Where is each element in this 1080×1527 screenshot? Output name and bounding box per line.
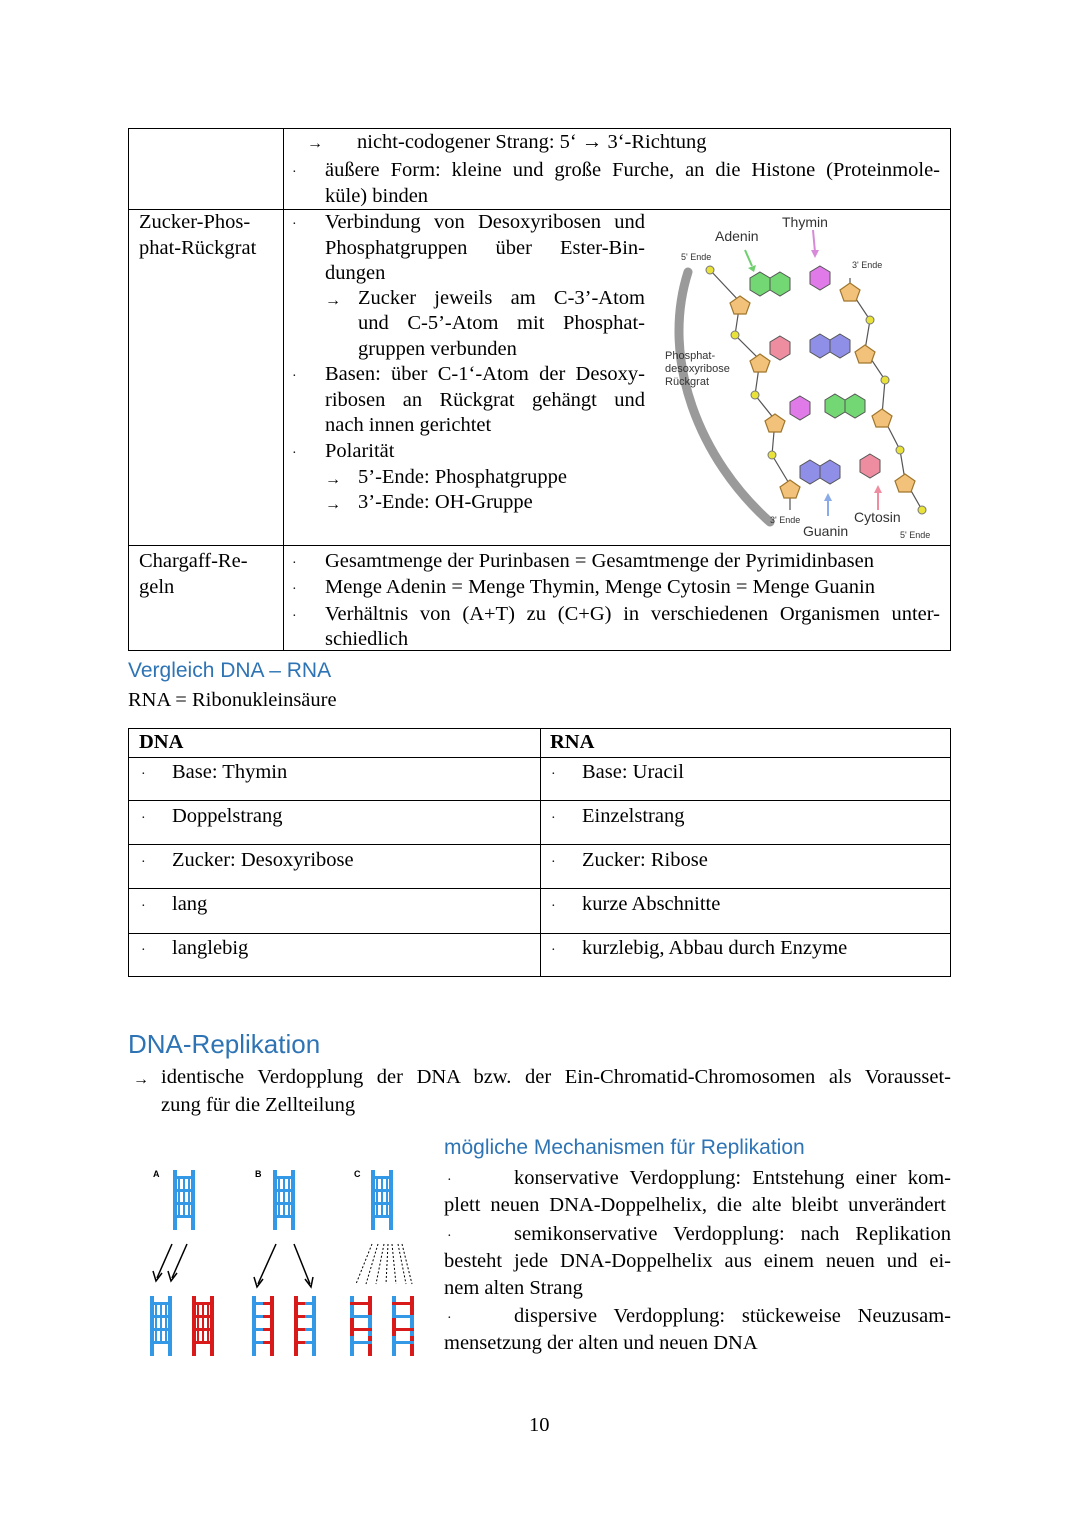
column-divider [540, 729, 541, 976]
row1-line2: äußere Form: kleine und große Furche, an die Histone (Proteinmole- [325, 159, 940, 181]
row3-b3-line1: Verhältnis von (A+T) zu (C+G) in verschiedenen Organismen unter- [325, 603, 940, 625]
replication-intro-line2: zung für die Zellteilung [161, 1094, 356, 1116]
bullet-icon: · [551, 811, 556, 826]
bullet-icon: · [551, 767, 556, 782]
mechanism2-line3: nem alten Strang [444, 1277, 583, 1299]
cytosin-label: Cytosin [854, 509, 901, 525]
figure-label-c: C [354, 1169, 361, 1179]
arrow-icon: → [325, 292, 341, 309]
arrow-icon: → [133, 1071, 149, 1088]
row3-b3-line2: schiedlich [325, 628, 409, 650]
bullet-icon: · [447, 1173, 452, 1188]
rna-column-header: RNA [550, 731, 595, 753]
ende5-bottom-label: 5' Ende [900, 530, 931, 540]
dna-cell: langlebig [172, 937, 249, 959]
arrow-icon: → [325, 496, 341, 513]
daughter-helix-c2 [392, 1296, 414, 1356]
rna-definition: RNA = Ribonukleinsäure [128, 689, 337, 711]
backbone-label-line3: Rückgrat [665, 376, 710, 388]
mechanism2-line1: semikonservative Verdopplung: nach Replikation [514, 1223, 951, 1245]
daughter-helix-a1 [150, 1296, 172, 1356]
row-divider [129, 800, 950, 801]
thymin-label: Thymin [782, 214, 828, 230]
page-number: 10 [529, 1414, 550, 1436]
dna-cell: lang [172, 893, 208, 915]
bullet-icon: · [551, 899, 556, 914]
rna-cell: Zucker: Ribose [582, 849, 708, 871]
arrows-b [254, 1244, 313, 1287]
bullet-icon: · [447, 1311, 452, 1326]
dna-cell: Zucker: Desoxyribose [172, 849, 354, 871]
figure-label-a: A [153, 1169, 160, 1179]
daughter-helix-b2 [294, 1296, 316, 1356]
row2-sub2: 5’-Ende: Phosphatgruppe [358, 466, 567, 488]
bullet-icon: · [292, 165, 297, 180]
bullet-icon: · [292, 609, 297, 624]
mechanism1-line1: konservative Verdopplung: Entstehung einer kom- [514, 1167, 951, 1189]
bullet-icon: · [447, 1229, 452, 1244]
guanin-label: Guanin [803, 523, 849, 539]
row2-label-line2: phat-Rückgrat [139, 237, 257, 259]
row3-label-line1: Chargaff-Re- [139, 550, 248, 572]
ende3-top-label: 3' Ende [852, 260, 883, 270]
row-divider [129, 844, 950, 845]
row-divider [129, 757, 950, 758]
daughter-helix-c1 [350, 1296, 372, 1356]
mechanisms-heading: mögliche Mechanismen für Replikation [444, 1136, 805, 1159]
bullet-icon: · [141, 943, 146, 958]
parent-helix-b [273, 1170, 295, 1230]
replication-figure [140, 1160, 430, 1365]
ende3-bottom-label: 3' Ende [770, 515, 801, 525]
row1-line3: küle) binden [325, 185, 429, 207]
bullet-icon: · [551, 943, 556, 958]
figure-label-b: B [255, 1169, 262, 1179]
row-divider [129, 933, 950, 934]
mechanism3-line2: mensetzung der alten und neuen DNA [444, 1332, 758, 1354]
row3-label-line2: geln [139, 576, 175, 598]
arrows-c [356, 1244, 412, 1284]
row2-b3: Polarität [325, 440, 395, 462]
row2-label-line1: Zucker-Phos- [139, 211, 251, 233]
bullet-icon: · [292, 446, 297, 461]
arrows-a [153, 1244, 187, 1281]
rna-cell: Einzelstrang [582, 805, 685, 827]
row2-sub1-line3: gruppen verbunden [358, 338, 517, 360]
row2-b1-line3: dungen [325, 262, 386, 284]
dna-cell: Base: Thymin [172, 761, 288, 783]
bullet-icon: · [141, 899, 146, 914]
row-divider [129, 545, 950, 546]
row2-b2-line1: Basen: über C-1‘-Atom der Desoxy- [325, 363, 645, 385]
backbone-label-line1: Phosphat- [665, 350, 716, 362]
bullet-icon: · [292, 582, 297, 597]
arrow-icon: → [325, 471, 341, 488]
rna-cell: kurzlebig, Abbau durch Enzyme [582, 937, 848, 959]
row-divider [129, 888, 950, 889]
row2-b2-line3: nach innen gerichtet [325, 414, 492, 436]
rna-cell: Base: Uracil [582, 761, 684, 783]
adenin-label: Adenin [715, 228, 759, 244]
bullet-icon: · [292, 217, 297, 232]
compare-heading: Vergleich DNA – RNA [128, 659, 332, 682]
mechanism2-line2: besteht jede DNA-Doppelhelix aus einem neuen und ei- [444, 1250, 951, 1272]
row2-sub1-line1: Zucker jeweils am C-3’-Atom [358, 287, 645, 309]
dna-structure-diagram [660, 210, 945, 543]
ende5-top-label: 5' Ende [681, 252, 712, 262]
bullet-icon: · [551, 855, 556, 870]
parent-helix-c [371, 1170, 393, 1230]
mechanism1-line2: plett neuen DNA-Doppelhelix, die alte bleibt unverändert [444, 1194, 946, 1216]
rna-cell: kurze Abschnitte [582, 893, 721, 915]
bullet-icon: · [141, 811, 146, 826]
bullet-icon: · [292, 369, 297, 384]
replication-intro-line1: identische Verdopplung der DNA bzw. der Ein-Chromatid-Chromosomen als Vorausset- [161, 1066, 951, 1088]
row2-b2-line2: ribosen an Rückgrat gehängt und [325, 389, 645, 411]
column-divider [283, 129, 284, 650]
bullet-icon: · [292, 556, 297, 571]
arrow-icon: → [307, 135, 323, 152]
mechanism3-line1: dispersive Verdopplung: stückeweise Neuzusam- [514, 1305, 951, 1327]
parent-helix-a [173, 1170, 195, 1230]
row3-b2: Menge Adenin = Menge Thymin, Menge Cytosin = Menge Guanin [325, 576, 875, 598]
row2-sub3: 3’-Ende: OH-Gruppe [358, 491, 533, 513]
replication-heading: DNA-Replikation [128, 1029, 321, 1059]
bullet-icon: · [141, 855, 146, 870]
row3-b1: Gesamtmenge der Purinbasen = Gesamtmenge der Pyrimidinbasen [325, 550, 874, 572]
daughter-helix-a2 [192, 1296, 214, 1356]
row2-b1-line1: Verbindung von Desoxyribosen und [325, 211, 645, 233]
daughter-helix-b1 [252, 1296, 274, 1356]
row1-line1: nicht-codogener Strang: 5‘ → 3‘-Richtung [357, 131, 707, 153]
row2-b1-line2: Phosphatgruppen über Ester-Bin- [325, 237, 645, 259]
dna-cell: Doppelstrang [172, 805, 283, 827]
bullet-icon: · [141, 767, 146, 782]
row2-sub1-line2: und C-5’-Atom mit Phosphat- [358, 312, 645, 334]
dna-column-header: DNA [139, 731, 184, 753]
backbone-label-line2: desoxyribose [665, 363, 730, 375]
